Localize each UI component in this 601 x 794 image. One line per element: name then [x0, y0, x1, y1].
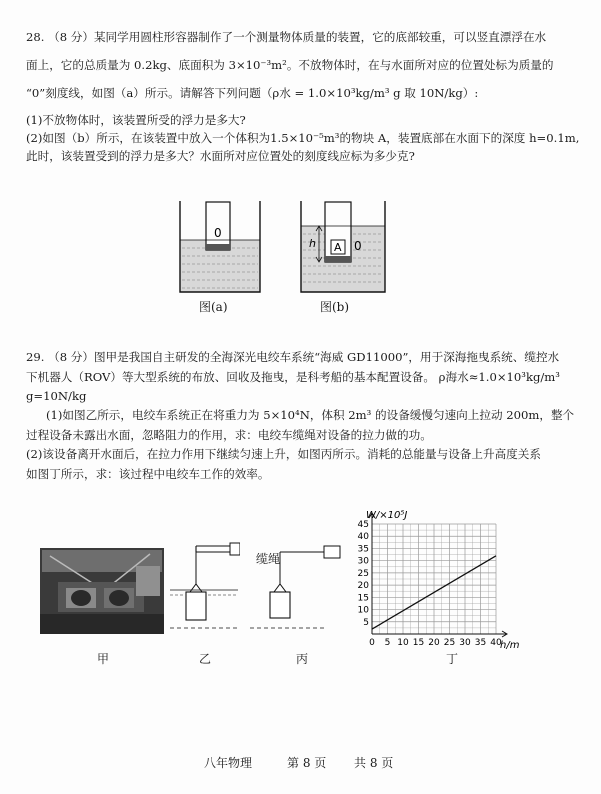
q29-line-7: 如图丁所示，求：该过程中电绞车工作的效率。	[26, 467, 270, 481]
q28-line-6: 此时，该装置受到的浮力是多大？水面所对应位置处的刻度线应标为多少克?	[26, 149, 415, 163]
hook-bing	[274, 584, 286, 592]
device-bing	[270, 592, 290, 618]
x-tick-label: 5	[384, 638, 391, 648]
y-tick-label: 30	[357, 556, 369, 567]
cable-label: 缆绳	[256, 552, 281, 566]
y-tick-label: 20	[357, 581, 369, 592]
caption-figure-a: 图(a)	[199, 300, 228, 314]
q29-question-2: (2)该设备离开水面后，在拉力作用下继续匀速上升，如图丙所示。消耗的总能量与设备上升高度关系	[26, 447, 541, 461]
caption-jia: 甲	[97, 652, 110, 666]
x-tick-label: 35	[474, 638, 487, 648]
depth-label: h	[309, 237, 316, 250]
q29-question-1: (1)如图乙所示，电绞车系统正在将重力为 5×10⁴N，体积 2m³ 的设备缓慢匀速向上拉动 200m，整个	[46, 408, 575, 422]
x-tick-label: 40	[490, 638, 502, 648]
caption-yi: 乙	[199, 652, 212, 666]
q28-question-2: (2)如图（b）所示，在该装置中放入一个体积为1.5×10⁻⁵m³的物块 A，装置底部在水面下的深度 h=0.1m,	[26, 131, 580, 145]
x-tick-label: 0	[369, 638, 375, 648]
zero-mark-a: 0	[214, 226, 222, 240]
caption-bing: 丙	[296, 652, 309, 666]
x-tick-label: 10	[397, 638, 409, 648]
x-tick-label: 30	[459, 638, 471, 648]
q29-line-5: 过程设备未露出水面，忽略阻力的作用，求：电绞车缆绳对设备的拉力做的功。	[26, 428, 432, 442]
y-tick-label: 10	[357, 605, 369, 616]
winch-photo	[40, 548, 164, 634]
device-yi	[186, 592, 206, 620]
figure-b	[293, 196, 393, 296]
q29-line-3: g=10N/kg	[26, 389, 87, 403]
q28-line-2: 面上，它的总质量为 0.2kg、底面积为 3×10⁻³m²。不放物体时，在与水面所对应的位置处标为质量的	[26, 58, 554, 72]
energy-height-chart	[352, 500, 522, 660]
hook-yi	[190, 584, 202, 592]
q29-line-2: 下机器人（ROV）等大型系统的布放、回收及拖曳，是科考船的基本配置设备。 ρ海水≈1.0×10³kg/m³	[26, 370, 560, 384]
footer-subject: 八年物理	[204, 756, 253, 770]
y-tick-label: 5	[363, 617, 369, 628]
chart-xlabel: h/m	[500, 640, 520, 651]
caption-ding: 丁	[446, 652, 459, 666]
y-tick-label: 45	[357, 520, 369, 530]
q28-question-1: (1)不放物体时，该装置所受的浮力是多大?	[26, 113, 246, 127]
y-tick-label: 35	[357, 544, 369, 555]
footer-total: 共 8 页	[354, 756, 394, 770]
x-tick-label: 20	[428, 638, 440, 648]
figure-yi	[168, 540, 240, 640]
block-a-label: A	[334, 241, 342, 254]
chart-ylabel: W/×10⁵J	[366, 510, 408, 521]
q28-line-1: 28. （8 分）某同学用圆柱形容器制作了一个测量物体质量的装置，它的底部较重，可以竖直漂浮在水	[26, 30, 547, 44]
tube-base-b	[325, 256, 351, 262]
x-tick-label: 15	[412, 638, 425, 648]
zero-mark-b: 0	[354, 239, 362, 253]
winch-arm-yi	[196, 546, 232, 552]
q29-line-1: 29. （8 分）图甲是我国自主研发的全海深光电绞车系统“海威 GD11000”，用于深海拖曳系统、缆控水	[26, 350, 560, 364]
y-tick-label: 40	[357, 532, 369, 543]
figure-a	[170, 196, 270, 296]
q28-line-3: “0”刻度线，如图（a）所示。请解答下列问题（ρ水 = 1.0×10³kg/m³ g 取 10N/kg）:	[26, 86, 479, 100]
y-tick-label: 15	[357, 593, 369, 604]
winch-drum-yi	[230, 543, 240, 555]
y-tick-label: 25	[357, 568, 369, 579]
x-tick-label: 25	[443, 638, 456, 648]
caption-figure-b: 图(b)	[320, 300, 350, 314]
footer-page: 第 8 页	[287, 756, 327, 770]
tube-base-a	[206, 244, 230, 250]
winch-drum-bing	[324, 546, 340, 558]
